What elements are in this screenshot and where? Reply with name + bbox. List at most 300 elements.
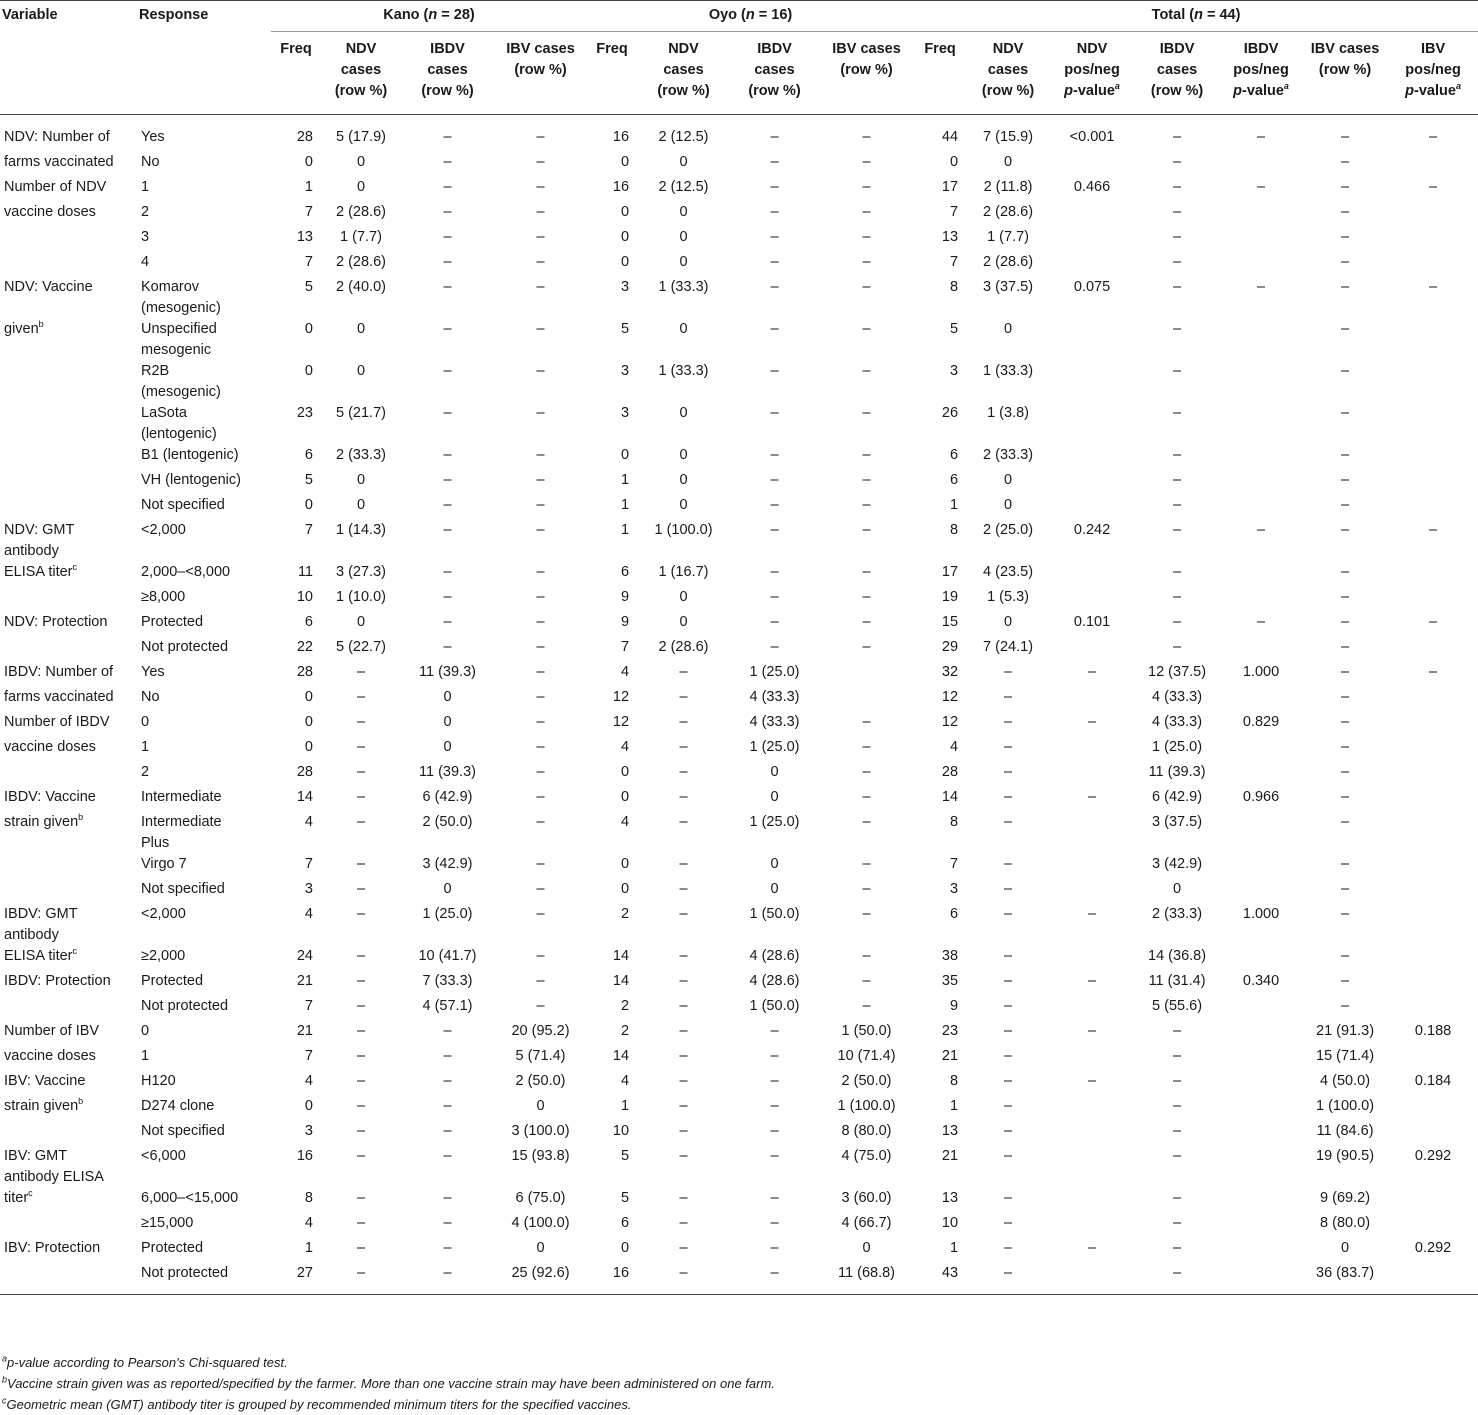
response-line: 2,000–<8,000 xyxy=(141,564,231,580)
value-cell: – xyxy=(862,154,871,170)
variable-cell xyxy=(0,1096,137,1121)
value-cell: – xyxy=(443,1098,452,1114)
variable-cell xyxy=(0,587,137,612)
value-cell: – xyxy=(1341,129,1350,145)
value-cell: – xyxy=(862,405,871,421)
value-cell: – xyxy=(770,254,779,270)
value-cell: – xyxy=(1341,204,1350,220)
value-cell: – xyxy=(356,1073,366,1089)
value-cell xyxy=(1050,319,1134,361)
value-cell: 0 xyxy=(304,714,313,730)
value-cell: 5 xyxy=(304,279,313,295)
value-cell: 2 (12.5) xyxy=(658,179,709,195)
variable-cell xyxy=(0,762,137,787)
value-cell: 1 (25.0) xyxy=(749,664,800,680)
value-cell xyxy=(1388,445,1478,470)
value-cell: – xyxy=(679,1123,688,1139)
value-cell: – xyxy=(1429,179,1438,195)
value-cell: – xyxy=(862,179,871,195)
value-cell: – xyxy=(862,906,871,922)
value-cell: – xyxy=(1004,1215,1013,1231)
value-cell: – xyxy=(356,789,366,805)
value-cell xyxy=(1220,1046,1302,1071)
value-cell: – xyxy=(679,814,688,830)
value-cell xyxy=(1388,403,1478,445)
table-row xyxy=(0,879,1478,904)
value-cell: 21 (91.3) xyxy=(1316,1023,1375,1039)
value-cell: – xyxy=(536,405,545,421)
response-cell xyxy=(137,470,271,495)
value-cell: – xyxy=(536,229,545,245)
value-cell: 23 xyxy=(941,1023,959,1039)
value-cell: – xyxy=(1341,689,1350,705)
value-cell: 7 xyxy=(304,522,313,538)
value-cell: 11 (84.6) xyxy=(1316,1123,1374,1139)
response-line: Not protected xyxy=(141,639,229,655)
value-cell: 0 xyxy=(679,405,688,421)
value-cell xyxy=(1388,1213,1478,1238)
value-cell xyxy=(1220,152,1302,177)
value-cell: 1.000 xyxy=(1242,664,1280,680)
variable-cell xyxy=(0,1188,137,1213)
table-row xyxy=(0,662,1478,687)
value-cell: 14 xyxy=(612,1048,630,1064)
value-cell xyxy=(1220,879,1302,904)
value-cell: 2 (50.0) xyxy=(515,1073,566,1089)
response-cell xyxy=(137,879,271,904)
value-cell: – xyxy=(443,1240,452,1256)
response-line: (lentogenic) xyxy=(141,426,217,442)
variable-cell xyxy=(0,1021,137,1046)
value-cell: 7 (33.3) xyxy=(422,973,473,989)
value-cell: 6 xyxy=(949,472,959,488)
value-cell: – xyxy=(862,973,871,989)
header-line: pos/neg xyxy=(1233,62,1289,78)
value-cell: – xyxy=(770,1023,779,1039)
value-cell: 2 (50.0) xyxy=(841,1073,892,1089)
footnote-mark: b xyxy=(38,319,44,330)
value-cell: – xyxy=(443,129,452,145)
value-cell: – xyxy=(1257,522,1266,538)
value-cell: 1 (33.3) xyxy=(658,279,709,295)
value-cell: 1 (3.8) xyxy=(987,405,1029,421)
subheader-ndv-cases xyxy=(637,32,730,115)
value-cell: – xyxy=(356,973,366,989)
value-cell: – xyxy=(679,739,688,755)
value-cell: 5 xyxy=(304,472,313,488)
variable-line: strain given$^b$ xyxy=(4,812,84,830)
value-cell: – xyxy=(1004,764,1013,780)
value-cell: 4 (33.3) xyxy=(1152,689,1203,705)
value-cell: – xyxy=(443,1048,452,1064)
table-row xyxy=(0,946,1478,971)
header-variable: Variable xyxy=(2,7,58,23)
value-cell xyxy=(1220,1188,1302,1213)
value-cell: 2 (33.3) xyxy=(1152,906,1203,922)
value-cell: – xyxy=(862,789,871,805)
variable-cell xyxy=(0,470,137,495)
value-cell: 0 xyxy=(679,472,688,488)
variable-line: IBV: Vaccine xyxy=(4,1073,86,1089)
value-cell: – xyxy=(536,856,545,872)
value-cell: – xyxy=(536,179,545,195)
value-cell: 4 xyxy=(304,906,313,922)
value-cell: – xyxy=(770,1265,779,1281)
value-cell: 0 xyxy=(620,789,630,805)
table-row xyxy=(0,1146,1478,1188)
footnote-mark: a xyxy=(1455,81,1461,92)
value-cell: – xyxy=(1004,1148,1013,1164)
value-cell: – xyxy=(1173,614,1182,630)
value-cell: 6 (42.9) xyxy=(1152,789,1203,805)
value-cell xyxy=(1388,996,1478,1021)
value-cell: 3 (37.5) xyxy=(983,279,1034,295)
value-cell: – xyxy=(1341,856,1350,872)
value-cell xyxy=(1050,1046,1134,1071)
value-cell: – xyxy=(356,1048,366,1064)
value-cell: – xyxy=(536,689,545,705)
value-cell: – xyxy=(356,664,366,680)
footnote xyxy=(2,1394,775,1415)
value-cell: 0 xyxy=(679,614,688,630)
value-cell: 2 xyxy=(620,1023,630,1039)
value-cell: – xyxy=(356,998,366,1014)
value-cell: – xyxy=(1173,1048,1182,1064)
subheader-ibv-cases xyxy=(819,32,914,115)
value-cell: 0 xyxy=(620,1240,630,1256)
value-cell: 3 (42.9) xyxy=(422,856,473,872)
value-cell: – xyxy=(679,948,688,964)
value-cell: 14 (36.8) xyxy=(1148,948,1207,964)
footnote-text: p-value according to Pearson's Chi-squared test. xyxy=(7,1355,288,1370)
response-line: LaSota xyxy=(141,405,187,421)
value-cell: – xyxy=(679,1073,688,1089)
value-cell: 14 xyxy=(296,789,313,805)
value-cell: – xyxy=(356,1098,366,1114)
value-cell: – xyxy=(536,639,545,655)
value-cell: – xyxy=(536,998,545,1014)
response-cell xyxy=(137,854,271,879)
value-cell xyxy=(1388,202,1478,227)
value-cell: 0 xyxy=(443,689,452,705)
value-cell: 3 (42.9) xyxy=(1152,856,1203,872)
value-cell xyxy=(1050,737,1134,762)
variable-line: IBDV: Number of xyxy=(4,664,114,680)
variable-line: IBV: GMT xyxy=(4,1148,68,1164)
value-cell xyxy=(1220,361,1302,403)
value-cell: 4 (75.0) xyxy=(841,1148,892,1164)
response-line: 1 xyxy=(141,179,150,195)
value-cell xyxy=(1220,1146,1302,1188)
value-cell xyxy=(1220,1071,1302,1096)
value-cell: – xyxy=(679,1048,688,1064)
value-cell xyxy=(1220,762,1302,787)
value-cell: 0 xyxy=(770,856,779,872)
response-cell xyxy=(137,712,271,737)
value-cell: – xyxy=(443,1123,452,1139)
value-cell: 21 xyxy=(941,1048,959,1064)
subheader-ibdv-cases xyxy=(730,32,819,115)
value-cell: – xyxy=(770,154,779,170)
header-line: NDV xyxy=(992,41,1024,57)
value-cell: – xyxy=(1341,814,1350,830)
value-cell: – xyxy=(443,497,452,513)
response-line: Yes xyxy=(141,129,165,145)
value-cell: 1 (25.0) xyxy=(749,739,800,755)
variable-line: antibody ELISA xyxy=(4,1169,104,1185)
value-cell: – xyxy=(443,472,452,488)
value-cell: 7 xyxy=(304,1048,313,1064)
value-cell: – xyxy=(1341,497,1350,513)
variable-line: IBDV: Protection xyxy=(4,973,111,989)
value-cell: 7 xyxy=(949,856,959,872)
response-cell xyxy=(137,445,271,470)
value-cell xyxy=(1050,403,1134,445)
value-cell: – xyxy=(679,1023,688,1039)
value-cell: – xyxy=(1004,1098,1013,1114)
variable-line: NDV: Protection xyxy=(4,614,108,630)
value-cell: 0 xyxy=(679,254,688,270)
value-cell: – xyxy=(1341,279,1350,295)
value-cell: 0 xyxy=(304,689,313,705)
value-cell: 24 xyxy=(296,948,313,964)
value-cell xyxy=(1220,637,1302,662)
value-cell: 13 xyxy=(296,229,313,245)
value-cell: 0 xyxy=(620,447,630,463)
value-cell: – xyxy=(1341,639,1350,655)
value-cell: 21 xyxy=(296,973,313,989)
table-row xyxy=(0,445,1478,470)
table-row xyxy=(0,252,1478,277)
value-cell: – xyxy=(1173,472,1182,488)
value-cell: – xyxy=(862,279,871,295)
value-cell: – xyxy=(862,447,871,463)
value-cell: – xyxy=(770,497,779,513)
footnote-mark: b xyxy=(78,812,84,823)
value-cell: – xyxy=(536,522,545,538)
value-cell: – xyxy=(770,363,779,379)
value-cell: 8 xyxy=(304,1190,313,1206)
value-cell: 3 xyxy=(620,405,630,421)
header-line: IBV cases xyxy=(1310,41,1380,57)
value-cell: 5 (21.7) xyxy=(336,405,386,421)
value-cell: 0 xyxy=(770,881,779,897)
value-cell: 22 xyxy=(296,639,313,655)
value-cell: – xyxy=(1173,589,1182,605)
header-line: IBDV xyxy=(1159,41,1195,57)
value-cell: – xyxy=(679,881,688,897)
value-cell: – xyxy=(770,1215,779,1231)
value-cell xyxy=(1050,495,1134,520)
value-cell xyxy=(1050,854,1134,879)
value-cell: 1 (33.3) xyxy=(658,363,709,379)
value-cell: – xyxy=(356,881,366,897)
value-cell: 6 xyxy=(620,1215,630,1231)
variable-line: IBDV: GMT xyxy=(4,906,78,922)
value-cell: – xyxy=(1341,472,1350,488)
variable-cell xyxy=(0,1046,137,1071)
value-cell: 3 (60.0) xyxy=(841,1190,892,1206)
response-cell xyxy=(137,812,271,854)
value-cell: 2 xyxy=(620,998,630,1014)
value-cell: – xyxy=(1341,973,1350,989)
variable-cell xyxy=(0,637,137,662)
value-cell: – xyxy=(443,1215,452,1231)
header-line: cases xyxy=(1156,62,1198,78)
value-cell: 0 xyxy=(620,154,630,170)
value-cell: 1 xyxy=(620,522,630,538)
variable-cell xyxy=(0,1146,137,1188)
value-cell: – xyxy=(679,1098,688,1114)
response-line: Komarov xyxy=(141,279,200,295)
value-cell: – xyxy=(1341,522,1350,538)
value-cell: 0 xyxy=(1004,497,1013,513)
table-row xyxy=(0,996,1478,1021)
variable-line: IBV: Protection xyxy=(4,1240,101,1256)
value-cell: 0 xyxy=(1341,1240,1350,1256)
value-cell: – xyxy=(679,1265,688,1281)
value-cell: 0 xyxy=(679,589,688,605)
value-cell: – xyxy=(443,154,452,170)
response-cell xyxy=(137,115,271,153)
table-row xyxy=(0,1096,1478,1121)
value-cell: – xyxy=(770,614,779,630)
value-cell: 10 xyxy=(612,1123,630,1139)
response-cell xyxy=(137,252,271,277)
variable-cell xyxy=(0,812,137,854)
value-cell: 7 xyxy=(949,204,959,220)
value-cell: – xyxy=(536,664,545,680)
table-header xyxy=(0,1,1478,115)
value-cell: 0 xyxy=(1004,321,1013,337)
value-cell: – xyxy=(356,856,366,872)
value-cell: 9 xyxy=(620,589,630,605)
variable-cell xyxy=(0,879,137,904)
value-cell: 14 xyxy=(612,948,630,964)
value-cell: – xyxy=(770,229,779,245)
value-cell: 5 (55.6) xyxy=(1152,998,1203,1014)
value-cell: – xyxy=(862,229,871,245)
value-cell: 21 xyxy=(296,1023,313,1039)
value-cell xyxy=(1050,470,1134,495)
variable-line: antibody xyxy=(4,543,59,559)
value-cell: 12 xyxy=(612,689,630,705)
value-cell: 5 xyxy=(620,1148,630,1164)
variable-cell xyxy=(0,1121,137,1146)
value-cell: 1 (50.0) xyxy=(749,906,800,922)
table-row xyxy=(0,1071,1478,1096)
value-cell: – xyxy=(770,279,779,295)
value-cell: – xyxy=(1341,739,1350,755)
value-cell: – xyxy=(356,739,366,755)
value-cell: 4 xyxy=(620,664,630,680)
response-line: Yes xyxy=(141,664,165,680)
value-cell: 1 (10.0) xyxy=(336,589,386,605)
value-cell: – xyxy=(770,1190,779,1206)
response-cell xyxy=(137,1213,271,1238)
header-line: cases xyxy=(987,62,1029,78)
value-cell: – xyxy=(1341,405,1350,421)
value-cell: – xyxy=(770,179,779,195)
response-line: Protected xyxy=(141,614,204,630)
value-cell: 1 (50.0) xyxy=(841,1023,892,1039)
value-cell xyxy=(1220,252,1302,277)
value-cell: 11 (39.3) xyxy=(419,764,476,780)
value-cell: 0 xyxy=(620,881,630,897)
table-row xyxy=(0,361,1478,403)
subheader-ibdv-p xyxy=(1220,32,1302,115)
value-cell: – xyxy=(1173,1265,1182,1281)
value-cell: 0 xyxy=(536,1240,545,1256)
value-cell xyxy=(1220,495,1302,520)
value-cell: 0.075 xyxy=(1073,279,1111,295)
value-cell: 12 xyxy=(612,714,630,730)
value-cell xyxy=(1388,971,1478,996)
value-cell: – xyxy=(1341,564,1350,580)
value-cell: – xyxy=(1004,739,1013,755)
value-cell: – xyxy=(1004,1023,1013,1039)
value-cell: – xyxy=(1341,363,1350,379)
header-line: IBV cases xyxy=(832,41,901,57)
value-cell: 0.184 xyxy=(1414,1073,1452,1089)
table-row xyxy=(0,712,1478,737)
value-cell xyxy=(1388,252,1478,277)
value-cell: – xyxy=(356,1265,366,1281)
response-line: H120 xyxy=(141,1073,176,1089)
value-cell: – xyxy=(1088,789,1097,805)
value-cell: 2 (28.6) xyxy=(983,204,1034,220)
table-row xyxy=(0,115,1478,153)
header-line: NDV xyxy=(345,41,377,57)
response-cell xyxy=(137,1046,271,1071)
header-line: pos/neg xyxy=(1064,62,1120,78)
value-cell xyxy=(1050,1121,1134,1146)
value-cell: 2 (33.3) xyxy=(336,447,386,463)
value-cell: 0.829 xyxy=(1242,714,1280,730)
value-cell: – xyxy=(770,589,779,605)
value-cell: 0 xyxy=(862,1240,871,1256)
response-line: VH (lentogenic) xyxy=(141,472,241,488)
value-cell: 16 xyxy=(612,179,630,195)
value-cell: 0 xyxy=(1173,881,1182,897)
value-cell: – xyxy=(1341,998,1350,1014)
value-cell: 7 xyxy=(304,254,313,270)
value-cell: 0 xyxy=(620,856,630,872)
header-group-total: Total (n = 44) xyxy=(914,1,1478,32)
variable-line: vaccine doses xyxy=(4,739,96,755)
value-cell: – xyxy=(862,472,871,488)
value-cell xyxy=(1220,587,1302,612)
response-line: Plus xyxy=(141,835,170,851)
value-cell: 0 xyxy=(304,1098,313,1114)
response-line: Protected xyxy=(141,973,204,989)
value-cell: 0.101 xyxy=(1073,614,1111,630)
value-cell: 1 (7.7) xyxy=(987,229,1029,245)
value-cell: 1 xyxy=(620,497,630,513)
value-cell: 6 (42.9) xyxy=(422,789,473,805)
table-row xyxy=(0,1238,1478,1263)
value-cell: – xyxy=(679,1215,688,1231)
value-cell: – xyxy=(536,447,545,463)
value-cell: – xyxy=(536,764,545,780)
value-cell: 6 xyxy=(620,564,630,580)
response-cell xyxy=(137,520,271,562)
value-cell: – xyxy=(1173,154,1182,170)
response-cell xyxy=(137,202,271,227)
value-cell: 3 xyxy=(304,1123,313,1139)
value-cell: – xyxy=(1004,856,1013,872)
value-cell: 4 (23.5) xyxy=(983,564,1034,580)
